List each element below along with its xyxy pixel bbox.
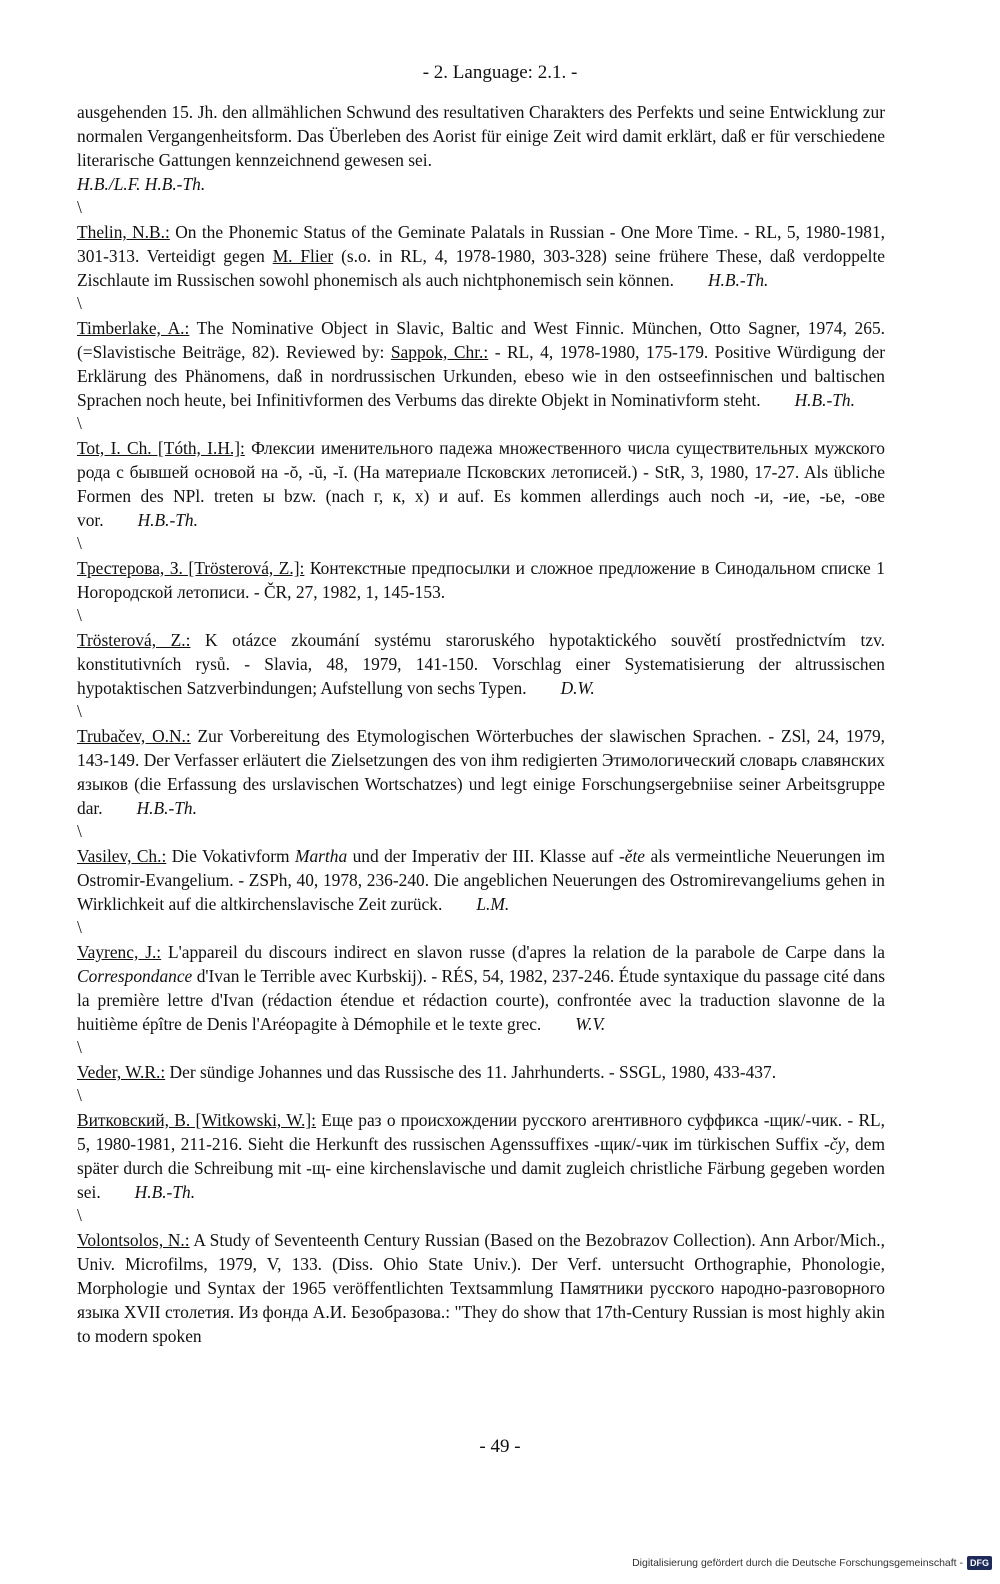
entry-text: Die Vokativform (166, 846, 295, 866)
bibliography-entry (77, 628, 885, 700)
entry-text: (s.o. in RL, 4, 1978-1980, 303-328) seine frühere These, daß verdoppelte Zischlaute im Russischen sowohl phonemisch als auch nichtphonemisch sein können. (77, 246, 885, 290)
page-body (77, 100, 885, 1348)
entry-signature: H.B.-Th. (794, 390, 855, 410)
entry-author: Volontsolos, N.: (77, 1230, 190, 1250)
entry-text: L'appareil du discours indirect en slavon russe (d'apres la relation de la parabole de Carpe dans la (161, 942, 885, 962)
entry-reference: M. Flier (272, 246, 334, 266)
entry-signature: W.V. (575, 1014, 606, 1034)
entry-text: - RL, 4, 1978-1980, 175-179. Positive Würdigung der Erklärung des Phänomens, daß in nordrussischen Urkunden, ebeso wie in den ostseefinnischen und baltischen Sprachen noch heute, bei Infinitivformen des Verbums das direkte Objekt in Nominativform steht. (77, 342, 885, 410)
entry-author: Tot, I. Ch. [Tóth, I.H.]: (77, 438, 245, 458)
entry-italic-term: -čy (824, 1134, 846, 1154)
entry-text: Еще раз о происхождении русского агентивного суффикса -щик/-чик. - RL, 5, 1980-1981, 211-216. Sieht die Herkunft des russischen Agenssuffixes -щик/-чик im türkischen Suffix (77, 1110, 886, 1154)
entry-text: , dem später durch die Schreibung mit -щ- eine kirchenslavische und damit zugleich christliche Färbung gegeben worden sei. (77, 1134, 885, 1202)
entry-author: Timberlake, A.: (77, 318, 190, 338)
entry-text: Der sündige Johannes und das Russische des 11. Jahrhunderts. - SSGL, 1980, 433-437. (165, 1062, 777, 1082)
bibliography-entry (77, 1060, 885, 1084)
entry-text: Контекстные предпосылки и сложное предложение в Синодальном списке 1 Ногородской летописи. - ČR, 27, 1982, 1, 145-153. (77, 558, 885, 602)
entry-author: Витковский, В. [Witkowski, W.]: (77, 1110, 316, 1130)
entry-author: Trösterová, Z.: (77, 630, 191, 650)
digitization-footer (632, 1552, 992, 1574)
entry-separator: \ (77, 533, 82, 553)
bibliography-entry (77, 316, 885, 412)
bibliography-entry (77, 724, 885, 820)
entry-text: The Nominative Object in Slavic, Baltic and West Finnic. München, Otto Sagner, 1974, 265. (=Slavistische Beiträge, 82). Reviewed by: (77, 318, 885, 362)
entry-italic-term: Correspondance (77, 966, 193, 986)
entry-italic-term: Martha (294, 846, 348, 866)
entry-author: Trubačev, O.N.: (77, 726, 191, 746)
entry-text: Флексии именительного падежа множественного числа существительных мужского рода с бывшей основой на -ŏ, -ŭ, -ĭ. (На материале Псковских летописей.) - StR, 3, 1980, 17-27. Als übliche Formen des NPl. treten ы bzw. (nach г, к, х) и auf. Es kommen allerdings auch noch -и, -ие, -ье, -ове vor. (77, 438, 886, 530)
entry-signature: H.B.-Th. (137, 510, 198, 530)
entry-separator: \ (77, 701, 82, 721)
entry-separator: \ (77, 413, 82, 433)
entry-text: d'Ivan le Terrible avec Kurbskij). - RÉS, 54, 1982, 237-246. Étude syntaxique du passage cité dans la première lettre d'Ivan (rédaction étendue et rédaction courte), confrontée avec la traduction slavonne de la huitième épître de Denis l'Aréopagite à Démophile et le texte grec. (77, 966, 885, 1034)
intro-paragraph (77, 100, 885, 196)
entry-author: Vasilev, Ch.: (77, 846, 167, 866)
entry-separator: \ (77, 1037, 82, 1057)
entry-author: Veder, W.R.: (77, 1062, 166, 1082)
dfg-logo: DFG (967, 1556, 992, 1570)
entry-signature: L.M. (476, 894, 510, 914)
entry-reference: Sappok, Chr.: (390, 342, 489, 362)
bibliography-entry (77, 436, 885, 532)
footer-text: Digitalisierung gefördert durch die Deutsche Forschungsgemeinschaft - (632, 1557, 963, 1569)
entry-text: Zur Vorbereitung des Etymologischen Wörterbuches der slawischen Sprachen. - ZSl, 24, 1979, 143-149. Der Verfasser erläutert die Zielsetzungen des von ihm redigierten Этимологический словарь славянских языков (die Erfassung des urslavischen Wortschatzes) und legt einige Forschungsergebniise seiner Arbeitsgruppe dar. (77, 726, 885, 818)
entry-author: Трестерова, З. [Trösterová, Z.]: (77, 558, 305, 578)
entry-text: A Study of Seventeenth Century Russian (Based on the Bezobrazov Collection). Ann Arbor/Mich., Univ. Microfilms, 1979, V, 133. (Diss. Ohio State Univ.). Der Verf. untersucht Orthographie, Phonologie, Morphologie und Syntax der 1965 veröffentlichten Textsammlung Памятники русского народно-разговорного языка XVII столетия. Из фонда А.И. Безобразова.: "They do show that 17th-Century Russian is most highly akin to modern spoken (77, 1230, 885, 1346)
entry-separator: \ (77, 917, 82, 937)
bibliography-entry (77, 220, 885, 292)
entry-text: als vermeintliche Neuerungen im Ostromir-Evangelium. - ZSPh, 40, 1978, 236-240. Die angeblichen Neuerungen des Ostromirevangeliums gehen in Wirklichkeit auf die altkirchenslavische Zeit zurück. (77, 846, 885, 914)
entry-signature: D.W. (560, 678, 595, 698)
page-number: - 49 - (479, 1436, 521, 1457)
intro-text: ausgehenden 15. Jh. den allmählichen Schwund des resultativen Charakters des Perfekts und seine Entwicklung zur normalen Vergangenheitsform. Das Überleben des Aorist für einige Zeit wird damit erklärt, daß er für verschiedene literarische Gattungen kennzeichnend gewesen sei. (77, 102, 885, 170)
entry-separator: \ (77, 821, 82, 841)
entry-signature: H.B.-Th. (134, 1182, 196, 1202)
entry-signature: H.B.-Th. (707, 270, 769, 290)
entry-separator: \ (77, 197, 82, 217)
intro-signature: H.B./L.F. H.B.-Th. (77, 174, 206, 194)
bibliography-entry (77, 556, 885, 604)
entry-separator: \ (77, 293, 82, 313)
entry-separator: \ (77, 605, 82, 625)
bibliography-entry (77, 1228, 885, 1348)
entry-separator: \ (77, 1085, 82, 1105)
entry-text: K otázce zkoumání systému staroruského hypotaktického souvětí prostřednictvím tzv. konstitutivních rysů. - Slavia, 48, 1979, 141-150. Vorschlag einer Systematisierung der altrussischen hypotaktischen Satzverbindungen; Aufstellung von sechs Typen. (77, 630, 885, 698)
entry-text: On the Phonemic Status of the Geminate Palatals in Russian - One More Time. - RL, 5, 1980-1981, 301-313. Verteidigt gegen (77, 222, 885, 266)
bibliography-entry (77, 844, 885, 916)
entry-signature: H.B.-Th. (136, 798, 197, 818)
entry-author: Vayrenc, J.: (77, 942, 162, 962)
entry-text: und der Imperativ der III. Klasse auf (347, 846, 619, 866)
bibliography-entry (77, 1108, 885, 1204)
entry-separator: \ (77, 1205, 82, 1225)
entry-italic-term: -ěte (618, 846, 646, 866)
entry-author: Thelin, N.B.: (77, 222, 170, 242)
page-header: - 2. Language: 2.1. - (422, 62, 578, 83)
bibliography-entry (77, 940, 885, 1036)
